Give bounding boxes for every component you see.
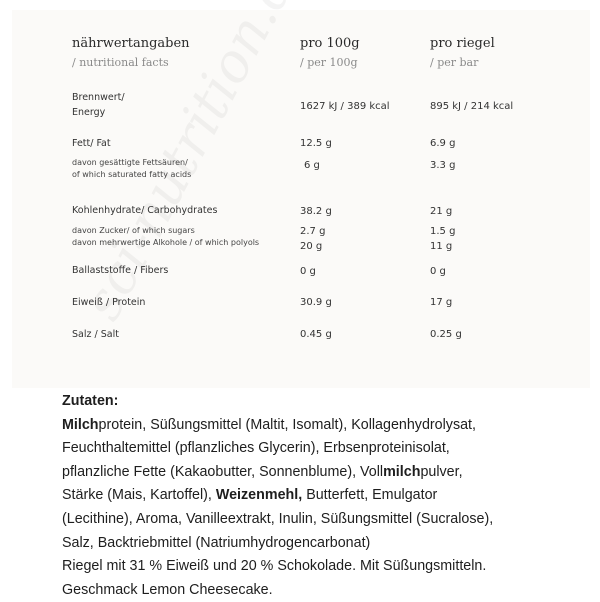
ingredients-line: pflanzliche Fette (Kakaobutter, Sonnenblume), Vollmilchpulver, (62, 463, 463, 480)
row-sugars-per100g: 2.7 g (300, 226, 326, 237)
row-energy-perbar: 895 kJ / 214 kcal (430, 101, 514, 112)
ingredients-line: Riegel mit 31 % Eiweiß und 20 % Schokolade. Mit Süßungsmitteln. (62, 558, 487, 575)
row-saturated-label-en: of which saturated fatty acids (72, 170, 192, 179)
header-perbar-subtitle: / per bar (430, 56, 479, 69)
row-salt-per100g: 0.45 g (300, 329, 332, 340)
row-fibers-per100g: 0 g (300, 266, 316, 277)
row-polyols-perbar: 11 g (430, 241, 453, 252)
row-polyols-label: davon mehrwertige Alkohole / of which polyols (72, 238, 260, 247)
row-sugars-perbar: 1.5 g (430, 226, 456, 237)
ingredients-line: Salz, Backtriebmittel (Natriumhydrogencarbonat) (62, 534, 371, 551)
header-perbar-title: pro riegel (430, 36, 495, 51)
ingredients-section (62, 390, 562, 602)
row-carbs-label: Kohlenhydrate/ Carbohydrates (72, 205, 218, 216)
row-polyols-per100g: 20 g (300, 241, 323, 252)
row-fat-label: Fett/ Fat (72, 138, 111, 149)
ingredients-line: Geschmack Lemon Cheesecake. (62, 581, 273, 598)
ingredients-line: (Lecithine), Aroma, Vanilleextrakt, Inulin, Süßungsmittel (Sucralose), (62, 510, 494, 527)
header-nutrition-title: nährwertangaben (72, 36, 190, 51)
ingredients-line: Feuchthaltemittel (pflanzliches Glycerin), Erbsenproteinisolat, (62, 440, 450, 457)
row-salt-perbar: 0.25 g (430, 329, 462, 340)
ingredients-line: Milchprotein, Süßungsmittel (Maltit, Isomalt), Kollagenhydrolysat, (62, 416, 476, 433)
row-saturated-per100g: 6 g (304, 160, 320, 171)
ingredients-line: Stärke (Mais, Kartoffel), Weizenmehl, Butterfett, Emulgator (62, 487, 438, 504)
row-saturated-perbar: 3.3 g (430, 160, 456, 171)
row-protein-perbar: 17 g (430, 297, 453, 308)
row-salt-label: Salz / Salt (72, 329, 119, 340)
row-fat-per100g: 12.5 g (300, 138, 332, 149)
row-saturated-label-de: davon gesättigte Fettsäuren/ (72, 158, 188, 167)
row-carbs-perbar: 21 g (430, 206, 453, 217)
header-per100g-subtitle: / per 100g (300, 56, 358, 69)
row-energy-per100g: 1627 kJ / 389 kcal (300, 101, 390, 112)
header-nutrition-subtitle: / nutritional facts (72, 56, 169, 69)
row-protein-per100g: 30.9 g (300, 297, 332, 308)
row-protein-label: Eiweiß / Protein (72, 297, 146, 308)
row-sugars-label: davon Zucker/ of which sugars (72, 226, 195, 235)
row-energy-label-de: Brennwert/ (72, 92, 125, 103)
row-fat-perbar: 6.9 g (430, 138, 456, 149)
row-fibers-perbar: 0 g (430, 266, 446, 277)
header-per100g-title: pro 100g (300, 36, 360, 51)
ingredients-title: Zutaten: (62, 393, 119, 409)
row-fibers-label: Ballaststoffe / Fibers (72, 265, 169, 276)
row-energy-label-en: Energy (72, 107, 106, 118)
row-carbs-per100g: 38.2 g (300, 206, 332, 217)
